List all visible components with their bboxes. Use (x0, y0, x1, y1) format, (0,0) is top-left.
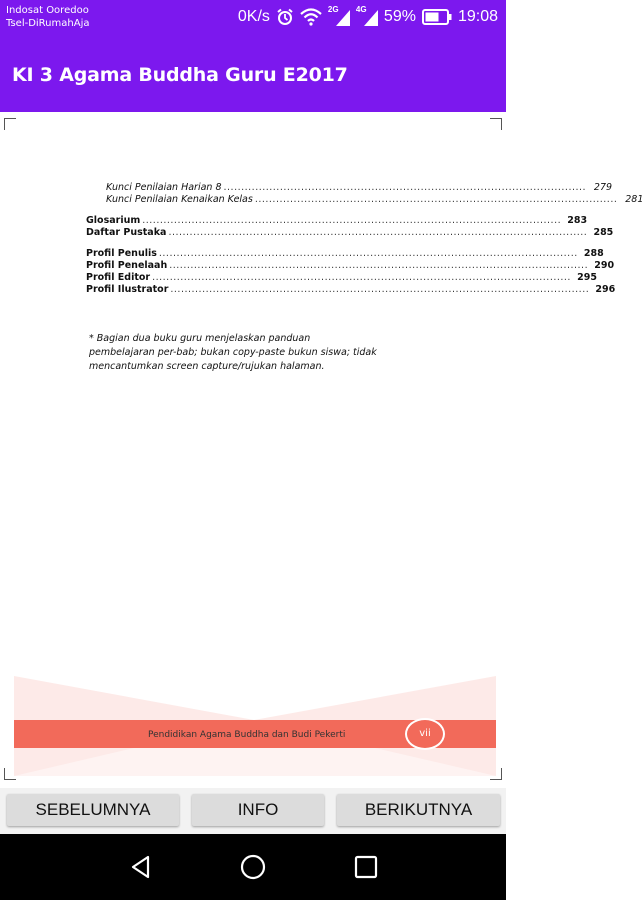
toc-entry (86, 194, 643, 206)
toc-entry-page: 285 (593, 227, 614, 238)
toc-leader: ....................................................................................................................... (142, 215, 562, 226)
toc-entry-page: 281 (625, 194, 643, 205)
toc-entry-label: Profil Penulis (86, 248, 157, 259)
toc-leader: ....................................................................................................................... (168, 227, 588, 238)
toc-entry-page: 295 (577, 272, 597, 283)
navigation-buttons (0, 788, 506, 834)
toc-entry-label: Kunci Penilaian Harian 8 (106, 182, 222, 193)
toc-leader: ....................................................................................................................... (170, 284, 590, 295)
signal-4g (355, 5, 378, 26)
app-title: KI 3 Agama Buddha Guru E2017 (12, 64, 348, 86)
toc-entry (86, 227, 614, 239)
recents-icon[interactable] (353, 854, 379, 880)
toc-entry (86, 260, 615, 272)
toc-entry-page: 279 (593, 182, 613, 193)
table-of-contents (86, 182, 643, 296)
system-nav-bar (0, 834, 506, 900)
footnote-line: pembelajaran per-bab; bukan copy-paste bukun siswa; tidak (89, 347, 377, 358)
toc-leader: ....................................................................................................... (254, 194, 618, 205)
wifi-icon (300, 8, 322, 26)
toc-entry (86, 248, 604, 260)
alarm-icon (276, 8, 294, 26)
footnote (89, 332, 399, 374)
toc-entry-page: 288 (583, 248, 604, 259)
info-button[interactable]: INFO (192, 794, 324, 826)
toc-leader: ....................................................................................................................... (152, 272, 571, 283)
crop-mark-top-right (490, 118, 502, 130)
toc-entry-page: 290 (594, 260, 615, 271)
carrier-primary: Indosat Ooredoo (6, 5, 89, 16)
toc-entry (86, 284, 616, 296)
app-bar (0, 34, 506, 112)
status-bar (0, 0, 506, 34)
battery-percent: 59% (383, 8, 416, 25)
clock: 19:08 (457, 8, 498, 25)
book-title-footer: Pendidikan Agama Buddha dan Budi Pekerti (148, 730, 346, 740)
crop-mark-top-left (4, 118, 16, 130)
battery-icon (422, 9, 452, 25)
carrier-info (6, 4, 89, 30)
network-type-4g: 4G (355, 5, 367, 14)
toc-entry-label: Profil Penelaah (86, 260, 168, 271)
page-number-badge: vii (405, 718, 445, 750)
toc-entry-label: Profil Ilustrator (86, 284, 169, 295)
previous-button[interactable]: SEBELUMNYA (7, 794, 179, 826)
toc-entry-label: Profil Editor (86, 272, 151, 283)
footnote-line: mencantumkan screen capture/rujukan halaman. (89, 361, 325, 372)
toc-entry (86, 182, 613, 194)
toc-leader: ....................................................................................................................... (169, 260, 589, 271)
toc-entry-label: Daftar Pustaka (86, 227, 167, 238)
toc-entry-page: 283 (567, 215, 588, 226)
toc-entry-label: Kunci Penilaian Kenaikan Kelas (106, 194, 253, 205)
status-indicators (238, 6, 498, 28)
toc-entry (86, 215, 588, 227)
carrier-secondary: Tsel-DiRumahAja (6, 18, 90, 29)
signal-2g (327, 5, 350, 26)
toc-leader: ....................................................................................................... (223, 182, 587, 193)
toc-leader: ....................................................................................................................... (158, 248, 578, 259)
toc-entry-label: Glosarium (86, 215, 141, 226)
home-icon[interactable] (240, 854, 266, 880)
toc-entry (86, 272, 597, 284)
next-button[interactable]: BERIKUTNYA (337, 794, 500, 826)
back-icon[interactable] (128, 854, 154, 880)
signal-icon (328, 8, 350, 26)
toc-entry-page: 296 (595, 284, 616, 295)
network-type-2g: 2G (327, 5, 339, 14)
signal-icon (356, 8, 378, 26)
footnote-line: * Bagian dua buku guru menjelaskan panduan (89, 333, 311, 344)
document-viewer[interactable] (0, 112, 643, 788)
network-speed: 0K/s (237, 8, 270, 25)
